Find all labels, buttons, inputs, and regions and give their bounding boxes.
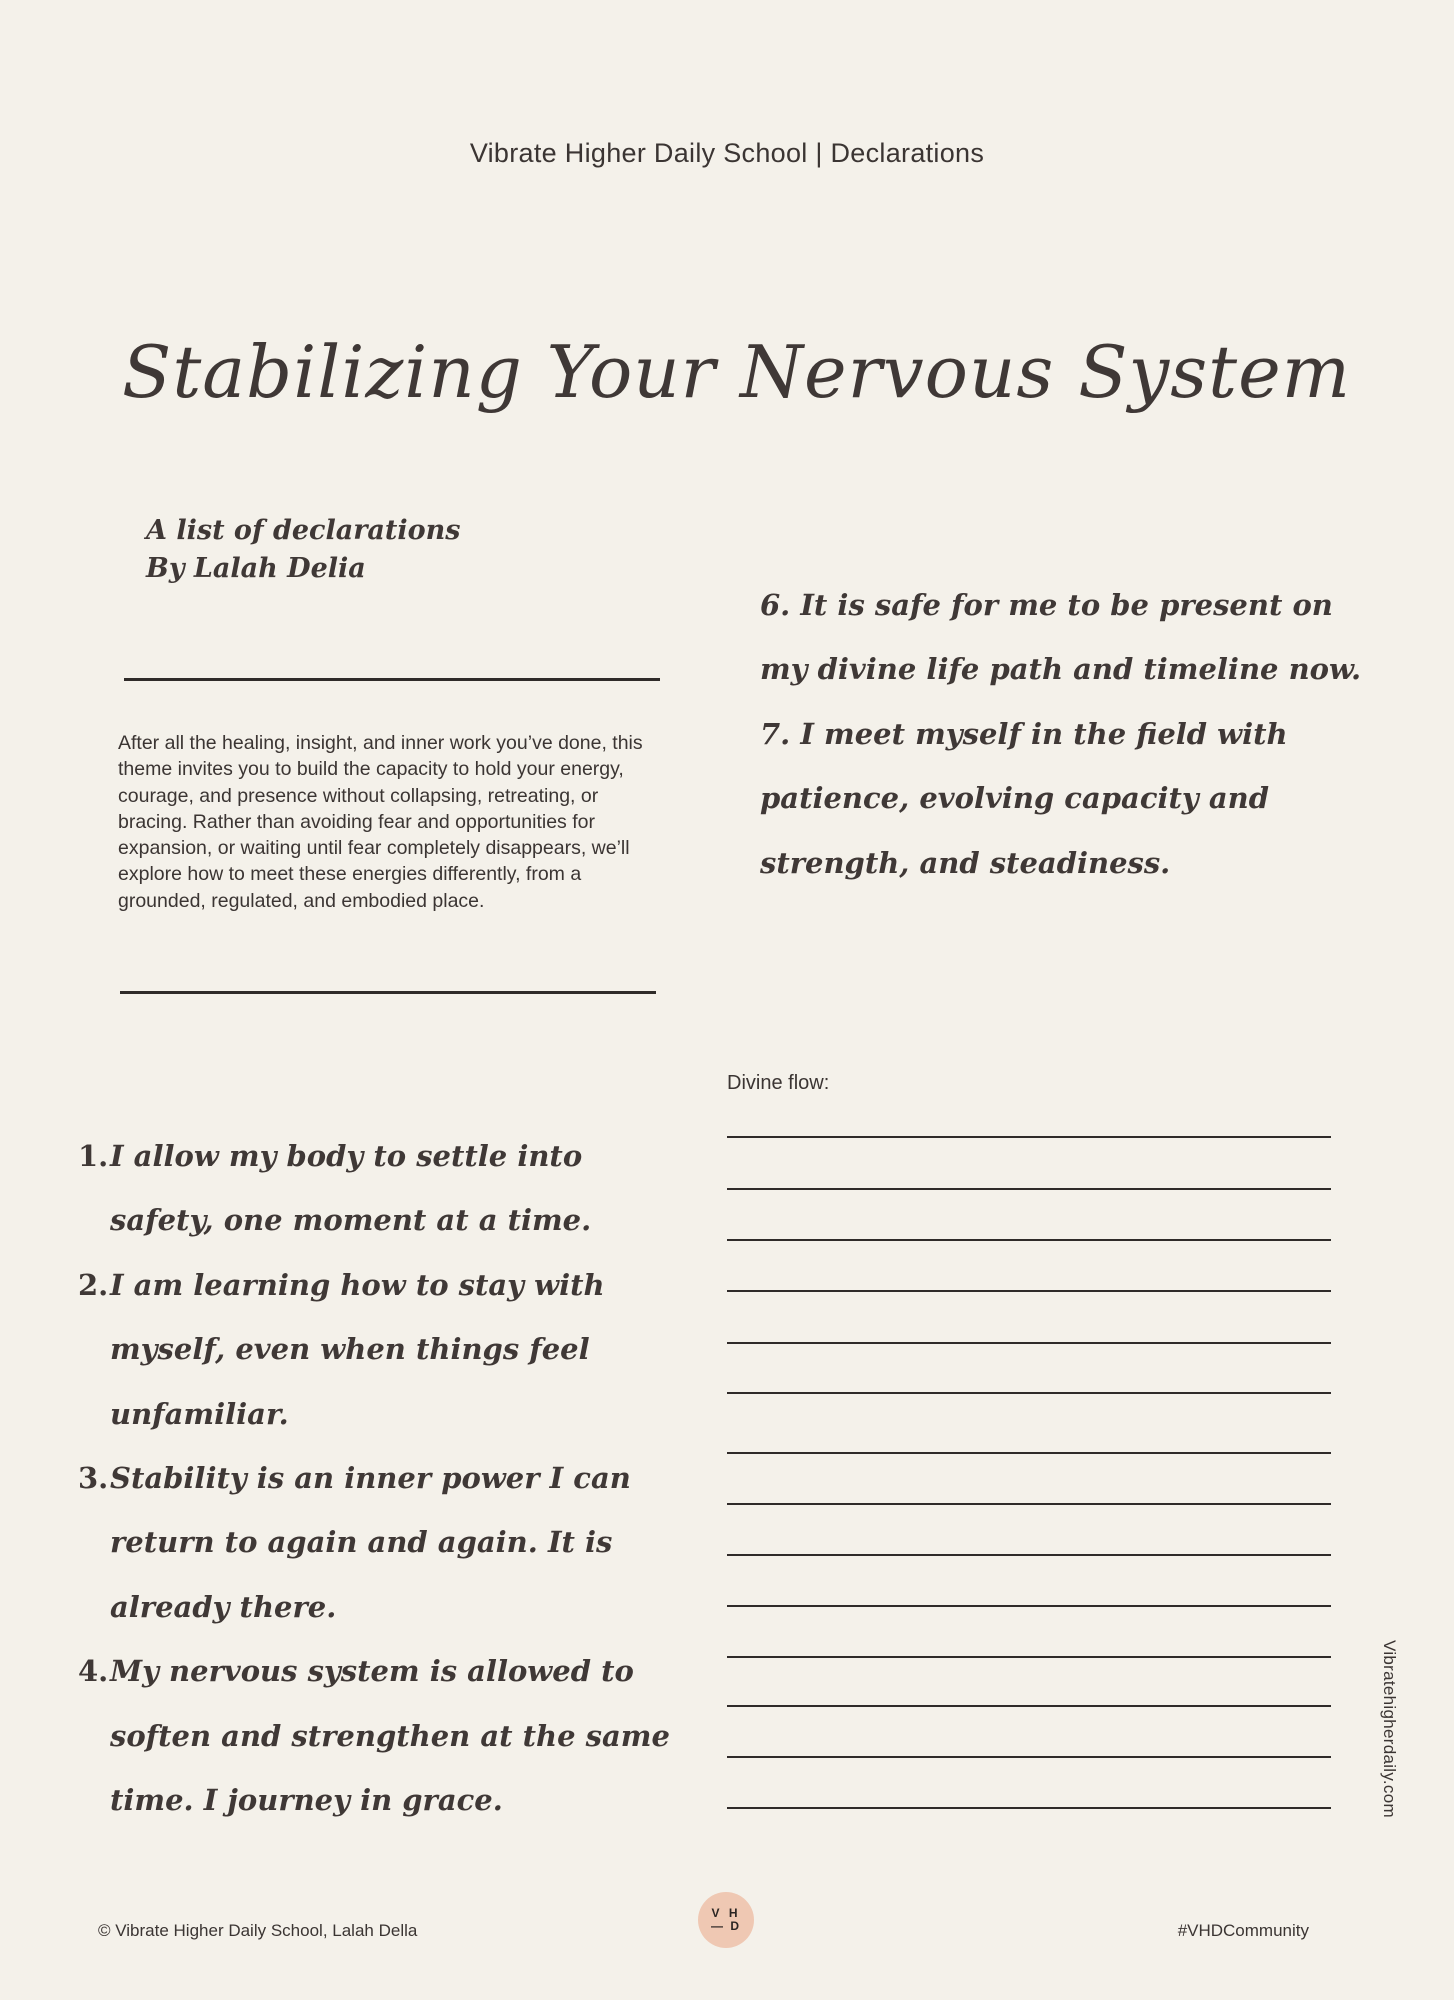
writing-line [727, 1188, 1331, 1190]
writing-line [727, 1503, 1331, 1505]
declarations-right [760, 573, 1370, 895]
declaration-text: I allow my body to settle into safety, one moment at a time. [110, 1139, 592, 1238]
declaration-text: 7. I meet myself in the field with patience, evolving capacity and strength, and steadiness. [760, 716, 1288, 880]
declarations-left [78, 1124, 678, 1832]
logo-bottom-letters: — D [711, 1919, 741, 1933]
page-title: Stabilizing Your Nervous System [122, 330, 1351, 414]
declaration-text: I am learning how to stay with myself, even when things feel unfamiliar. [110, 1267, 605, 1431]
logo-top-letters: V H [711, 1906, 741, 1920]
writing-line [727, 1342, 1331, 1344]
intro-paragraph: After all the healing, insight, and inner work you’ve done, this theme invites you to build the capacity to hold your energy, courage, and presence without collapsing, retreating, or bracing. Rather than avoiding fear and opportunities for expansion, or waiting until fear completely disappears, we’ll explore how to meet these energies differently, from a grounded, regulated, and embodied place. [118, 732, 643, 912]
subtitle-line-1: A list of declarations [146, 515, 461, 546]
writing-line [727, 1605, 1331, 1607]
writing-line [727, 1239, 1331, 1241]
writing-line [727, 1656, 1331, 1658]
footer-hashtag: #VHDCommunity [1177, 1921, 1309, 1940]
declaration-text: My nervous system is allowed to soften and strengthen at the same time. I journey in grace. [110, 1654, 670, 1818]
writing-line [727, 1554, 1331, 1556]
writing-line [727, 1136, 1331, 1138]
writing-line [727, 1290, 1331, 1292]
declaration-item-2 [78, 1253, 678, 1446]
divine-flow-label: Divine flow: [727, 1072, 830, 1094]
writing-line [727, 1807, 1331, 1809]
declaration-item-1 [78, 1124, 678, 1253]
writing-line [727, 1705, 1331, 1707]
side-website-url: Vibratehigherdaily.com [1380, 1640, 1399, 1818]
declaration-item-7 [760, 702, 1370, 895]
declaration-item-4 [78, 1639, 678, 1832]
subtitle [146, 512, 461, 588]
divider-top [124, 678, 660, 681]
declaration-number: 2. [78, 1267, 109, 1302]
declaration-number: 4. [78, 1654, 109, 1689]
declaration-number: 1. [78, 1139, 109, 1173]
declaration-text: Stability is an inner power I can return to again and again. It is already there. [110, 1461, 631, 1624]
divider-bottom [120, 991, 656, 994]
declaration-item-6 [760, 573, 1370, 702]
writing-line [727, 1452, 1331, 1454]
writing-line [727, 1756, 1331, 1758]
declaration-item-3 [78, 1446, 678, 1639]
page-header: Vibrate Higher Daily School | Declarations [469, 138, 985, 168]
declaration-text: 6. It is safe for me to be present on my divine life path and timeline now. [760, 588, 1362, 687]
vhd-logo [698, 1892, 754, 1948]
writing-line [727, 1392, 1331, 1394]
subtitle-author: By Lalah Delia [146, 553, 366, 584]
footer-copyright: © Vibrate Higher Daily School, Lalah Della [98, 1921, 418, 1940]
declaration-number: 3. [78, 1461, 109, 1496]
